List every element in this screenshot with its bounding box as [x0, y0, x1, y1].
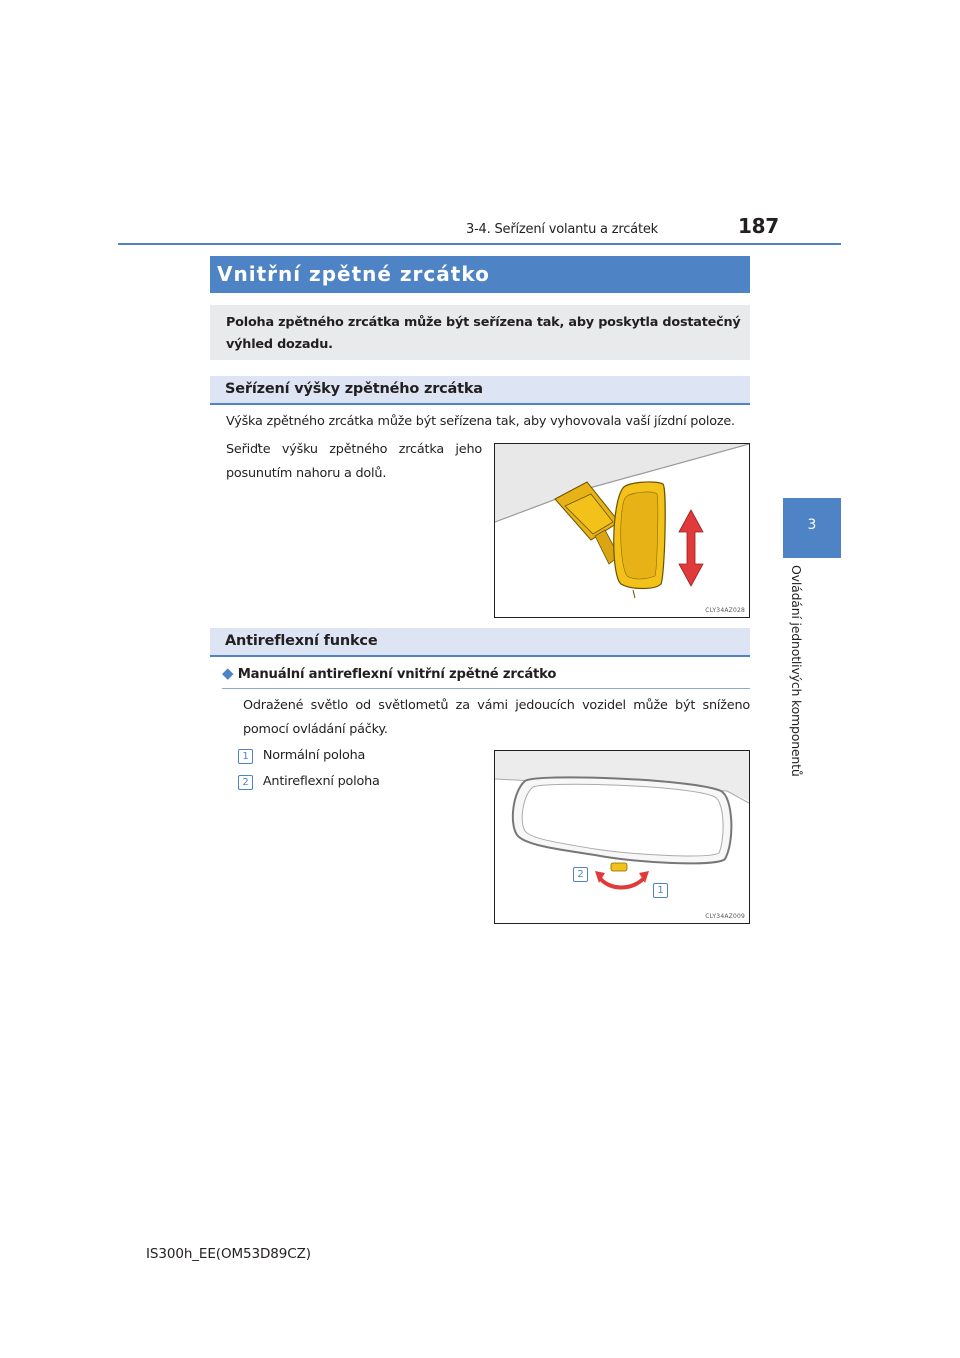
antiglare-item	[238, 770, 380, 794]
height-adjust-illustration	[495, 444, 749, 617]
antiglare-subheading-text: Manuální antireflexní vnitřní zpětné zrcátko	[237, 667, 557, 682]
chapter-side-label-text: Ovládání jednotlivých komponentů	[789, 565, 804, 777]
antiglare-illustration	[495, 751, 749, 923]
section-title: Vnitřní zpětné zrcátko	[217, 262, 490, 286]
mirror-mount	[555, 482, 619, 564]
height-adjust-text: Výška zpětného zrcátka může být seřízena tak, aby vyhovovala vaší jízdní poloze.	[226, 414, 735, 429]
antiglare-item	[238, 744, 365, 768]
antiglare-figure	[494, 750, 750, 924]
height-adjust-figure	[494, 443, 750, 618]
lever-position-1-badge: 1	[653, 883, 668, 898]
height-adjust-instruction: Seřiďte výšku zpětného zrcátka jeho posunutím nahoru a dolů.	[226, 442, 482, 481]
mirror-body	[614, 482, 665, 598]
chapter-tab-number: 3	[807, 517, 817, 533]
item-label: Normální poloha	[262, 748, 366, 763]
diamond-icon: ◆	[222, 664, 234, 682]
item-label: Antireflexní poloha	[262, 774, 380, 789]
lever-position-2-badge: 2	[573, 867, 588, 882]
model-code: IS300h_EE(OM53D89CZ)	[146, 1246, 311, 1262]
chapter-tab[interactable]	[783, 498, 841, 558]
antiglare-subheading	[222, 664, 556, 682]
chapter-title: 3-4. Seřízení volantu a zrcátek	[466, 222, 658, 237]
figure-code: CLY34AZ009	[705, 913, 745, 920]
height-adjust-heading: Seřízení výšky zpětného zrcátka	[225, 381, 483, 397]
antiglare-text: Odražené světlo od světlometů za vámi jedoucích vozidel může být sníženo pomocí ovládání páčky.	[243, 698, 750, 737]
item-number-badge: 1	[238, 749, 253, 764]
item-number-badge: 2	[238, 775, 253, 790]
intro-text: Poloha zpětného zrcátka může být seřízena tak, aby poskytla dostatečný výhled dozadu.	[226, 315, 741, 352]
chapter-side-label	[776, 565, 816, 777]
up-down-arrow	[679, 510, 703, 586]
figure-code: CLY34AZ028	[705, 607, 745, 614]
antiglare-heading: Antireflexní funkce	[225, 633, 378, 649]
subheading-rule	[222, 688, 750, 689]
page-number: 187	[738, 214, 779, 238]
header-rule	[118, 243, 841, 245]
